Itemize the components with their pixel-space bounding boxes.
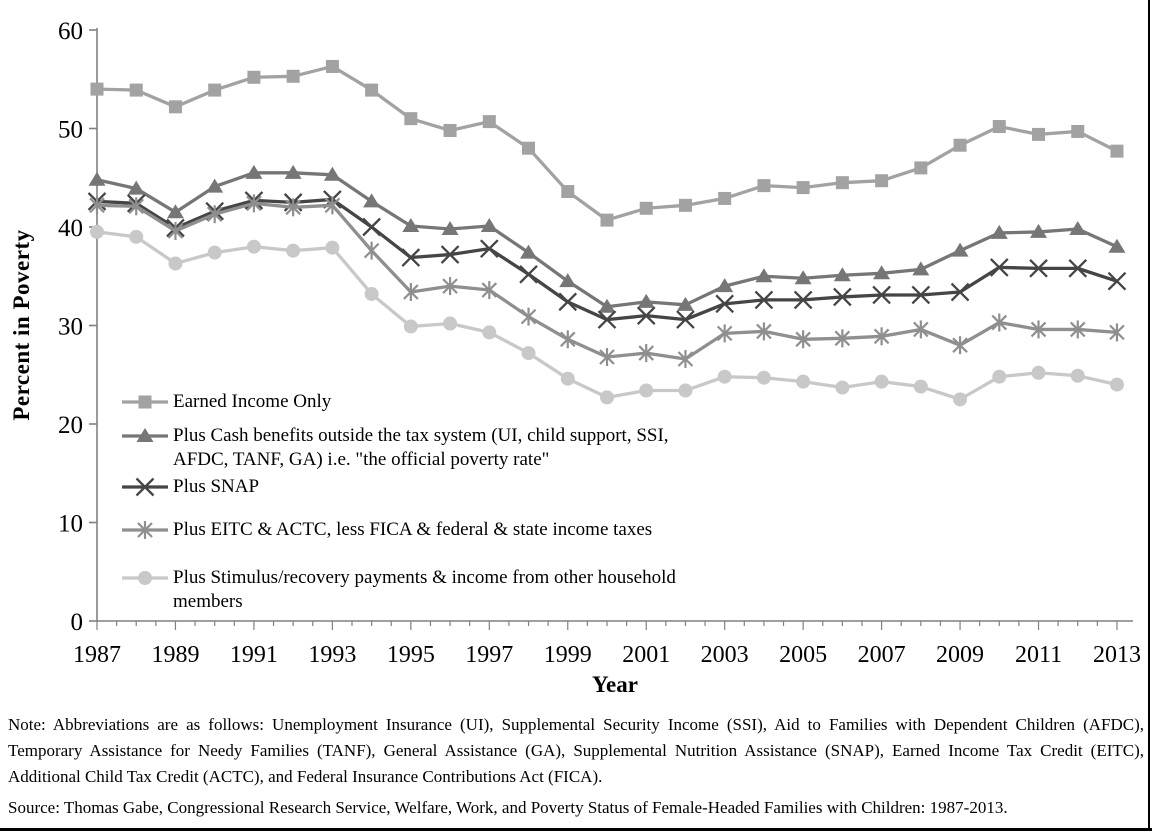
legend-item-4 <box>122 566 718 614</box>
square-marker <box>718 192 731 205</box>
circle-marker <box>90 225 104 239</box>
square-marker <box>326 60 339 73</box>
x-axis-title: Year <box>592 672 638 697</box>
circle-marker <box>208 246 222 260</box>
x-tick-label: 2005 <box>779 642 828 668</box>
legend-label: Plus Cash benefits outside the tax system (UI, child support, SSI, AFDC, TANF, GA) i.e. "the official poverty rate" <box>173 425 669 470</box>
x-tick-label: 2001 <box>622 642 671 668</box>
circle-marker <box>561 372 575 386</box>
x-tick-label: 1999 <box>543 642 592 668</box>
square-marker <box>914 161 927 174</box>
square-marker <box>91 83 104 96</box>
square-marker <box>640 202 653 215</box>
square-marker <box>836 176 849 189</box>
x-marker <box>363 219 380 236</box>
square-marker <box>139 396 152 409</box>
circle-marker <box>247 240 261 254</box>
circle-marker <box>443 317 457 331</box>
circle-marker <box>1032 366 1046 380</box>
x-tick-label: 1993 <box>308 642 357 668</box>
square-marker <box>247 71 260 84</box>
square-marker <box>169 100 182 113</box>
circle-marker <box>168 256 182 270</box>
square-marker <box>522 142 535 155</box>
legend-label: Plus Stimulus/recovery payments & income from other household members <box>173 567 676 612</box>
asterisk-marker <box>365 242 379 260</box>
asterisk-marker <box>953 336 967 354</box>
page-border-bottom <box>0 828 1152 831</box>
x-tick-label: 2003 <box>700 642 749 668</box>
triangle-marker <box>167 204 184 218</box>
legend-label: Earned Income Only <box>173 391 332 412</box>
square-marker <box>600 214 613 227</box>
y-axis-title: Percent in Poverty <box>9 229 34 421</box>
x-tick-label: 1989 <box>151 642 200 668</box>
x-marker <box>520 266 537 283</box>
legend-item-1 <box>122 424 718 472</box>
legend-label: Plus EITC & ACTC, less FICA & federal & state income taxes <box>173 519 653 540</box>
legend-item-0 <box>122 390 718 414</box>
circle-marker <box>992 370 1006 384</box>
asterisk-legend-icon <box>122 518 168 542</box>
square-marker <box>208 84 221 97</box>
x-tick-label: 2011 <box>1014 642 1063 668</box>
x-tick-label: 1997 <box>465 642 514 668</box>
circle-marker <box>129 230 143 244</box>
square-marker <box>130 84 143 97</box>
square-marker <box>1110 145 1123 158</box>
x-marker <box>1108 273 1125 290</box>
x-marker <box>559 293 576 310</box>
y-tick-label: 30 <box>58 313 83 341</box>
circle-marker <box>325 241 339 255</box>
square-marker <box>404 112 417 125</box>
y-tick-label: 0 <box>70 609 83 636</box>
asterisk-marker <box>522 308 536 326</box>
legend-item-3 <box>122 518 718 542</box>
square-legend-icon <box>122 390 168 414</box>
square-marker <box>287 70 300 83</box>
x-legend-icon <box>122 475 168 499</box>
circle-marker <box>757 371 771 385</box>
circle-marker <box>796 375 810 389</box>
x-tick-label: 1995 <box>386 642 435 668</box>
series-1 <box>89 165 1126 313</box>
asterisk-marker <box>561 330 575 348</box>
square-marker <box>797 181 810 194</box>
square-marker <box>757 179 770 192</box>
series-4 <box>90 225 1124 406</box>
circle-marker <box>835 381 849 395</box>
circle-marker <box>1071 369 1085 383</box>
y-tick-label: 60 <box>58 18 83 45</box>
y-tick-label: 20 <box>58 412 83 439</box>
triangle-legend-icon <box>122 424 168 448</box>
y-tick-label: 40 <box>58 215 83 242</box>
note-text: Note: Abbreviations are as follows: Unemployment Insurance (UI), Supplemental Security Income (SSI), Aid to Families with Dependent Children (AFDC), Temporary Assistance for Needy Families (TANF), General Assistance (GA), Supplemental Nutrition Assistance (SNAP), Earned Income Tax Credit (EITC), Additional Child Tax Credit (ACTC), and Federal Insurance Contributions Act (FICA). <box>8 715 1144 786</box>
square-marker <box>1071 125 1084 138</box>
square-marker <box>679 199 692 212</box>
square-marker <box>561 185 574 198</box>
x-tick-label: 1991 <box>229 642 278 668</box>
square-marker <box>875 174 888 187</box>
square-marker <box>444 124 457 137</box>
square-marker <box>483 115 496 128</box>
square-marker <box>993 120 1006 133</box>
circle-marker <box>718 370 732 384</box>
x-tick-label: 2007 <box>857 642 906 668</box>
chart-legend <box>122 390 718 614</box>
circle-marker <box>875 375 889 389</box>
x-tick-label: 2013 <box>1092 642 1141 668</box>
square-marker <box>954 139 967 152</box>
circle-legend-icon <box>122 566 168 590</box>
page-border-right <box>1148 0 1150 831</box>
circle-marker <box>953 392 967 406</box>
circle-marker <box>914 380 928 394</box>
x-tick-label: 2009 <box>936 642 985 668</box>
circle-marker <box>522 346 536 360</box>
circle-marker <box>482 325 496 339</box>
circle-marker <box>365 287 379 301</box>
triangle-marker <box>89 172 106 186</box>
legend-item-2 <box>122 475 718 499</box>
circle-marker <box>1110 378 1124 392</box>
legend-label: Plus SNAP <box>173 476 260 497</box>
x-tick-label: 1987 <box>73 642 121 668</box>
square-marker <box>365 84 378 97</box>
circle-marker <box>404 319 418 333</box>
y-tick-label: 10 <box>58 510 83 538</box>
circle-marker <box>286 244 300 258</box>
circle-marker <box>138 571 152 585</box>
asterisk-marker <box>168 222 182 240</box>
square-marker <box>1032 128 1045 141</box>
y-tick-label: 50 <box>58 116 83 144</box>
source-text: Source: Thomas Gabe, Congressional Research Service, Welfare, Work, and Poverty Status of Female-Headed Families with Children: 1987-2013. <box>8 798 1008 817</box>
